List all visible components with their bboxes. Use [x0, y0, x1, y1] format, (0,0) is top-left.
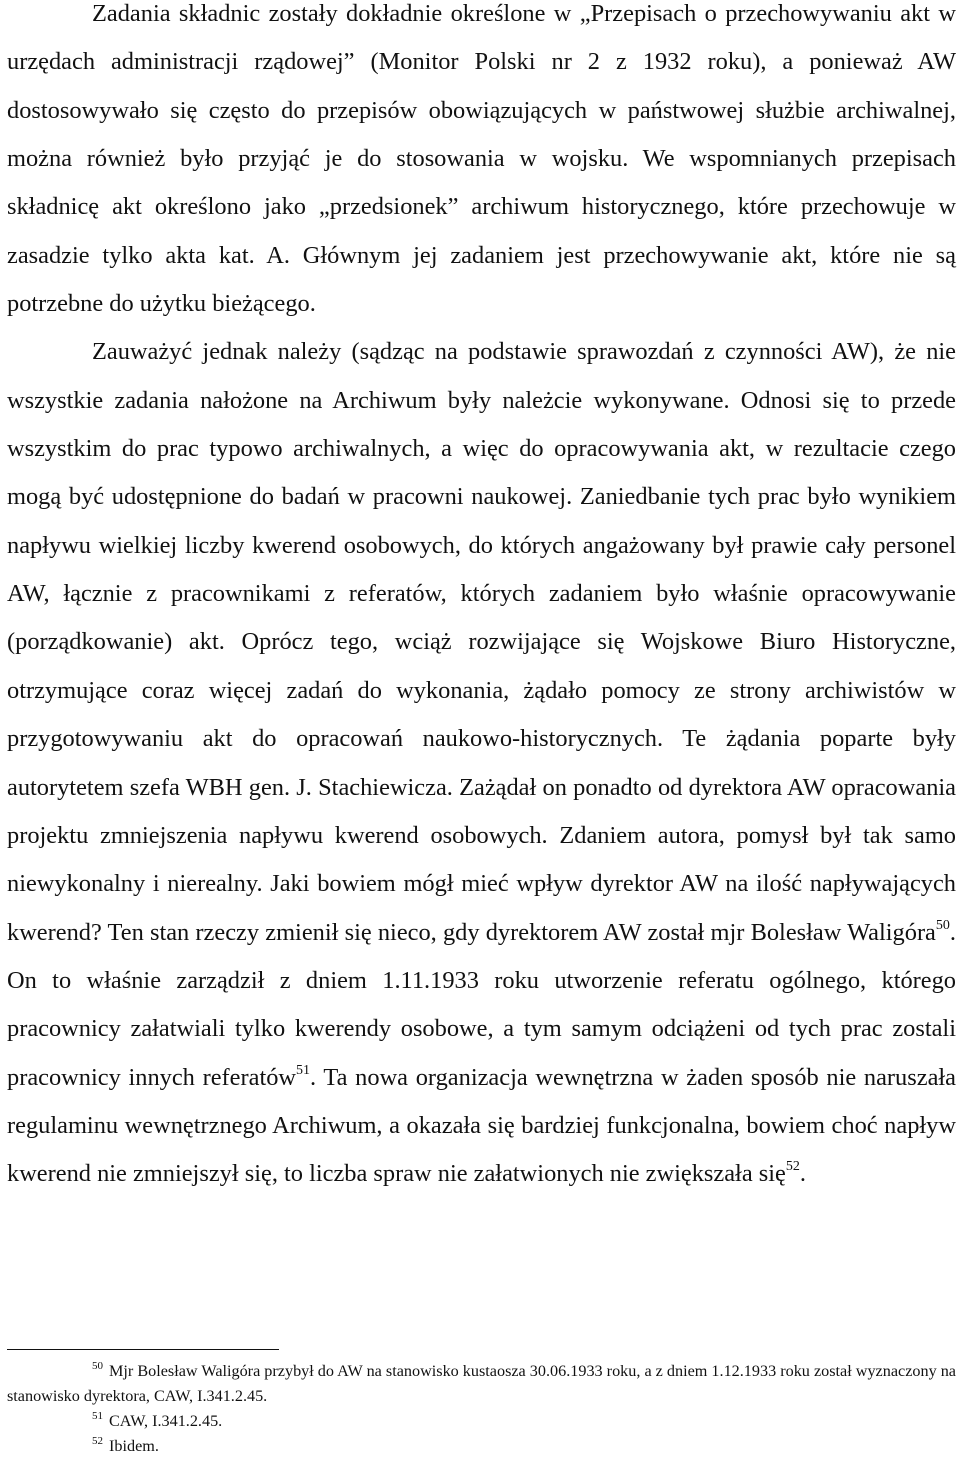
footnote-number: 51	[92, 1410, 103, 1422]
footnote-separator	[7, 1349, 279, 1350]
paragraph-text: . Ta nowa organizacja wewnętrzna w żaden sposób nie naruszała regulaminu wewnętrznego Archiwum, a okazała się bardziej funkcjonalna, bowiem choć napływ kwerend nie zmniejszył się, to liczba spraw nie załatwionych nie zwiększała się	[7, 1063, 956, 1188]
footnote-text: CAW, I.341.2.45.	[109, 1412, 223, 1430]
footnote-reference: 52	[785, 1159, 800, 1175]
footnote-text: Ibidem.	[109, 1437, 159, 1455]
paragraph-text: . On to właśnie zarządził z dniem 1.11.1933 roku utworzenie referatu ogólnego, którego pracownicy załatwiali tylko kwerendy osobowe, a tym samym odciążeni od tych prac zostali pracownicy innych referatów	[7, 918, 956, 1091]
paragraph-text: Zauważyć jednak należy (sądząc na podstawie sprawozdań z czynności AW), że nie wszystkie zadania nałożone na Archiwum były należcie wykonywane. Odnosi się to przede wszystkim do prac typowo archiwalnych, a więc do opracowywania akt, w rezultacie czego mogą być udostępnione do badań w pracowni naukowej. Zaniedbanie tych prac było wynikiem napływu wielkiej liczby kwerend osobowych, do których angażowany był prawie cały personel AW, łącznie z pracownikami z referatów, których zadaniem było właśnie opracowywanie (porządkowanie) akt. Oprócz tego, wciąż rozwijające się Wojskowe Biuro Historyczne, otrzymujące coraz więcej zadań do wykonania, żądało pomocy ze strony archiwistów w przygotowywaniu akt do opracowań naukowo-historycznych. Te żądania poparte były autorytetem szefa WBH gen. J. Stachiewicza. Zażądał on ponadto od dyrektora AW opracowania projektu zmniejszenia napływu kwerend osobowych. Zdaniem autora, pomysł był tak samo niewykonalny i nierealny. Jaki bowiem mógł mieć wpływ dyrektor AW na ilość napływających kwerend? Ten stan rzeczy zmienił się nieco, gdy dyrektorem AW został mjr Bolesław Waligóra	[7, 338, 956, 946]
footnote	[7, 1434, 956, 1459]
footnote	[7, 1359, 956, 1409]
document-page	[7, 0, 956, 1199]
footnote-reference: 51	[296, 1062, 311, 1078]
footnote-number: 50	[92, 1360, 103, 1372]
paragraph-text: .	[799, 1160, 806, 1188]
paragraph	[7, 328, 956, 1198]
paragraph-text: Zadania składnic zostały dokładnie określone w „Przepisach o przechowywaniu akt w urzędach administracji rządowej” (Monitor Polski nr 2 z 1932 roku), a ponieważ AW dostosowywało się często do przepisów obowiązujących w państwowej służbie archiwalnej, można również było przyjąć je do stosowania w wojsku. We wspomnianych przepisach składnicę akt określono jako „przedsionek” archiwum historycznego, które przechowuje w zasadzie tylko akta kat. A. Głównym jej zadaniem jest przechowywanie akt, które nie są potrzebne do użytku bieżącego.	[7, 0, 956, 318]
footnote-reference: 50	[935, 917, 950, 933]
footnote	[7, 1409, 956, 1434]
footnotes	[7, 1359, 956, 1459]
footnote-text: Mjr Bolesław Waligóra przybył do AW na stanowisko kustaosza 30.06.1933 roku, a z dniem 1.12.1933 roku został wyznaczony na stanowisko dyrektora, CAW, I.341.2.45.	[7, 1362, 956, 1405]
body-text	[7, 0, 956, 1199]
paragraph	[7, 0, 956, 328]
footnote-number: 52	[92, 1435, 103, 1447]
